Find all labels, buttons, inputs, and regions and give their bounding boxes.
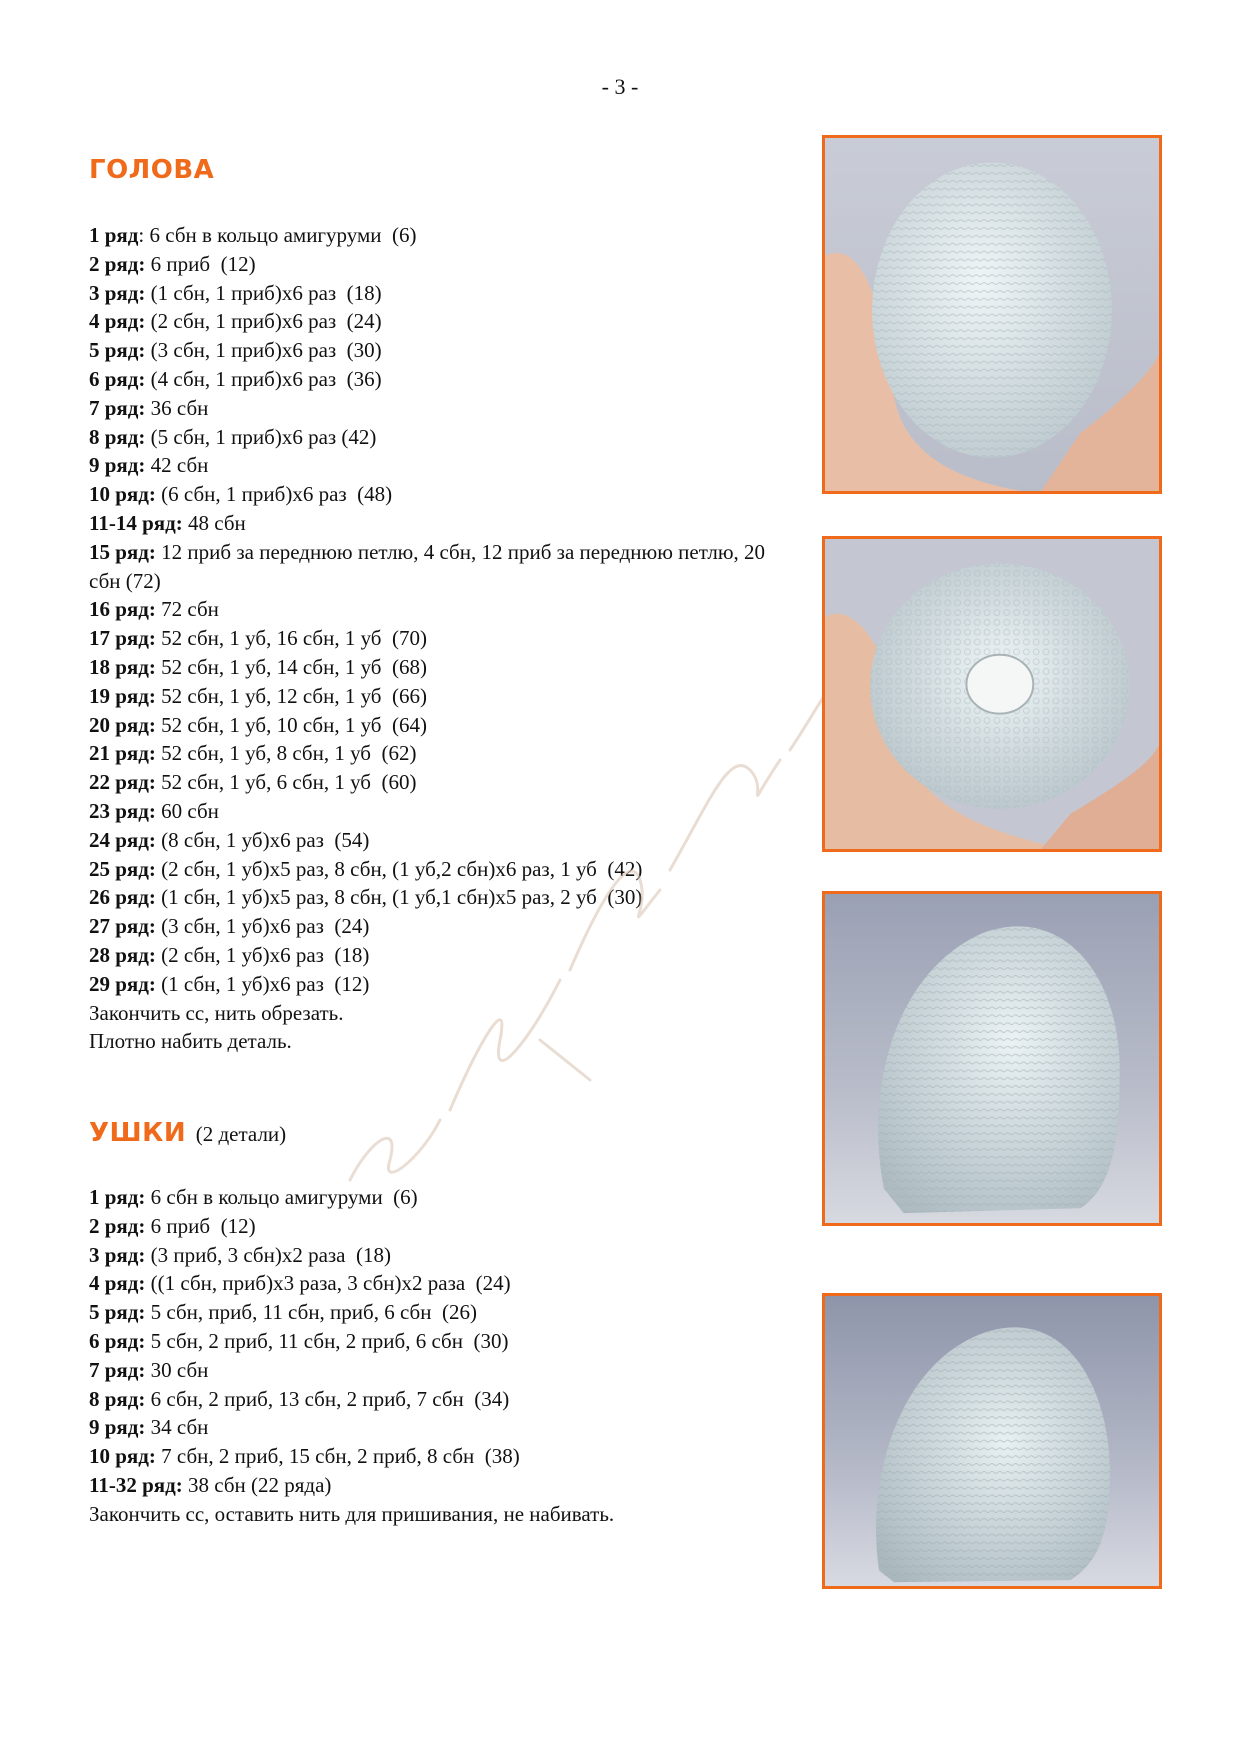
head-row (89, 941, 794, 970)
row-text: 42 сбн (150, 453, 209, 478)
head-row (89, 221, 794, 250)
row-text: 6 сбн в кольцо амигуруми (6) (150, 1185, 418, 1209)
ears-row (89, 1413, 794, 1442)
row-text: Плотно набить деталь. (89, 1029, 292, 1054)
row-label: 1 ряд (89, 223, 139, 247)
head-row (89, 451, 794, 480)
row-text: ((1 сбн, приб)х3 раза, 3 сбн)х2 раза (24) (150, 1271, 511, 1296)
head-row (89, 826, 794, 855)
head-title-text: ГОЛОВА (89, 155, 215, 185)
row-label: 9 ряд: (89, 1415, 146, 1440)
row-label: 11-32 ряд: (89, 1472, 183, 1497)
row-text: 6 приб (12) (150, 1213, 256, 1238)
head-section-title (89, 155, 214, 185)
row-label: 8 ряд: (89, 1386, 146, 1411)
ears-instructions (89, 1183, 794, 1529)
head-row (89, 912, 794, 941)
head-row (89, 538, 794, 596)
row-label: 15 ряд: (89, 539, 156, 564)
row-label: 24 ряд: (89, 827, 156, 852)
ears-row (89, 1298, 794, 1327)
row-text: 34 сбн (150, 1415, 209, 1440)
row-label: 29 ряд: (89, 971, 156, 996)
row-text: 48 сбн (188, 510, 246, 535)
head-row (89, 970, 794, 999)
row-text: 52 сбн, 1 уб, 14 сбн, 1 уб (68) (161, 654, 427, 679)
row-text: (1 сбн, 1 приб)х6 раз (18) (150, 280, 382, 305)
head-row (89, 855, 794, 884)
row-label: 18 ряд: (89, 654, 156, 679)
head-row (89, 307, 794, 336)
head-row (89, 999, 794, 1028)
row-label: 16 ряд: (89, 597, 156, 622)
ears-row (89, 1212, 794, 1241)
row-label: 2 ряд: (89, 1213, 146, 1238)
row-label: 3 ряд: (89, 280, 146, 305)
head-row (89, 653, 794, 682)
row-text: 72 сбн (161, 597, 219, 622)
row-separator: : (138, 223, 150, 247)
ears-subtitle: (2 детали) (195, 1122, 287, 1146)
row-label: 19 ряд: (89, 683, 156, 708)
head-row (89, 883, 794, 912)
row-text: (3 сбн, 1 приб)х6 раз (30) (150, 338, 382, 363)
row-text: (5 сбн, 1 приб)х6 раз (42) (150, 424, 377, 449)
row-label: 1 ряд: (89, 1185, 146, 1209)
photo-head-bottom (822, 536, 1162, 852)
row-label: 10 ряд: (89, 482, 156, 507)
row-label: 7 ряд: (89, 1357, 146, 1382)
head-row (89, 480, 794, 509)
row-label: 23 ряд: (89, 798, 156, 823)
row-label: 26 ряд: (89, 885, 156, 910)
row-label: 5 ряд: (89, 338, 146, 363)
row-text: (4 сбн, 1 приб)х6 раз (36) (150, 366, 382, 391)
head-instructions (89, 221, 794, 1056)
row-label: 3 ряд: (89, 1242, 146, 1267)
ears-row (89, 1471, 794, 1500)
row-text: 36 сбн (150, 395, 209, 420)
ears-title-text: УШКИ (89, 1118, 187, 1148)
head-row (89, 797, 794, 826)
row-text: 5 сбн, 2 приб, 11 сбн, 2 приб, 6 сбн (30) (150, 1328, 509, 1353)
head-row (89, 365, 794, 394)
row-text: 6 сбн в кольцо амигуруми (6) (149, 223, 417, 247)
photo-head-front (822, 135, 1162, 494)
row-text: 60 сбн (161, 798, 219, 823)
row-text: (1 сбн, 1 уб)х5 раз, 8 сбн, (1 уб,1 сбн)х5 раз, 2 уб (30) (161, 885, 643, 910)
ears-row (89, 1183, 794, 1212)
row-text: 6 сбн, 2 приб, 13 сбн, 2 приб, 7 сбн (34) (150, 1386, 510, 1411)
row-label: 4 ряд: (89, 1271, 146, 1296)
row-label: 4 ряд: (89, 309, 146, 334)
head-row (89, 768, 794, 797)
photo-head-back (822, 1293, 1162, 1589)
row-text: 7 сбн, 2 приб, 15 сбн, 2 приб, 8 сбн (38) (161, 1444, 520, 1469)
ears-row (89, 1241, 794, 1270)
row-text: 52 сбн, 1 уб, 8 сбн, 1 уб (62) (161, 741, 417, 766)
row-text: 52 сбн, 1 уб, 6 сбн, 1 уб (60) (161, 770, 417, 795)
row-label: 2 ряд: (89, 251, 146, 276)
row-label: 10 ряд: (89, 1444, 156, 1469)
ears-section-title (89, 1118, 286, 1149)
ears-row (89, 1356, 794, 1385)
row-label: 6 ряд: (89, 366, 146, 391)
ears-row (89, 1442, 794, 1471)
head-row (89, 739, 794, 768)
head-row (89, 423, 794, 452)
row-text: 12 приб за переднюю петлю, 4 сбн, 12 приб за переднюю петлю, 20 сбн (72) (89, 539, 771, 593)
row-text: 6 приб (12) (150, 251, 256, 276)
head-row (89, 711, 794, 740)
ears-row (89, 1500, 794, 1529)
row-text: Закончить сс, нить обрезать. (89, 1000, 344, 1025)
head-row (89, 1027, 794, 1056)
row-label: 22 ряд: (89, 770, 156, 795)
row-text: 38 сбн (22 ряда) (188, 1472, 332, 1497)
row-label: 6 ряд: (89, 1328, 146, 1353)
page-number: - 3 - (601, 74, 639, 99)
row-text: 30 сбн (150, 1357, 209, 1382)
row-label: 21 ряд: (89, 741, 156, 766)
row-text: (8 сбн, 1 уб)х6 раз (54) (161, 827, 370, 852)
row-label: 20 ряд: (89, 712, 156, 737)
row-text: (2 сбн, 1 приб)х6 раз (24) (150, 309, 382, 334)
row-label: 17 ряд: (89, 626, 156, 651)
row-label: 7 ряд: (89, 395, 146, 420)
ears-row (89, 1269, 794, 1298)
row-text: (3 сбн, 1 уб)х6 раз (24) (161, 914, 370, 939)
row-text: 52 сбн, 1 уб, 12 сбн, 1 уб (66) (161, 683, 427, 708)
row-text: 5 сбн, приб, 11 сбн, приб, 6 сбн (26) (150, 1300, 477, 1325)
row-text: (2 сбн, 1 уб)х5 раз, 8 сбн, (1 уб,2 сбн)х6 раз, 1 уб (42) (161, 856, 643, 881)
head-row (89, 509, 794, 538)
row-text: (6 сбн, 1 приб)х6 раз (48) (161, 482, 393, 507)
head-row (89, 682, 794, 711)
row-label: 8 ряд: (89, 424, 146, 449)
row-text: (3 приб, 3 сбн)х2 раза (18) (150, 1242, 391, 1267)
photo-head-side (822, 891, 1162, 1226)
row-label: 25 ряд: (89, 856, 156, 881)
head-row (89, 336, 794, 365)
row-text: 52 сбн, 1 уб, 16 сбн, 1 уб (70) (161, 626, 427, 651)
row-label: 28 ряд: (89, 942, 156, 967)
row-text: (1 сбн, 1 уб)х6 раз (12) (161, 971, 370, 996)
ears-row (89, 1327, 794, 1356)
row-label: 9 ряд: (89, 453, 146, 478)
row-label: 11-14 ряд: (89, 510, 183, 535)
row-text: (2 сбн, 1 уб)х6 раз (18) (161, 942, 370, 967)
row-text: Закончить сс, оставить нить для пришивания, не набивать. (89, 1501, 615, 1526)
head-row (89, 595, 794, 624)
head-row (89, 279, 794, 308)
ears-row (89, 1385, 794, 1414)
head-row (89, 624, 794, 653)
row-text: 52 сбн, 1 уб, 10 сбн, 1 уб (64) (161, 712, 427, 737)
head-row (89, 250, 794, 279)
row-label: 5 ряд: (89, 1300, 146, 1325)
row-label: 27 ряд: (89, 914, 156, 939)
head-row (89, 394, 794, 423)
